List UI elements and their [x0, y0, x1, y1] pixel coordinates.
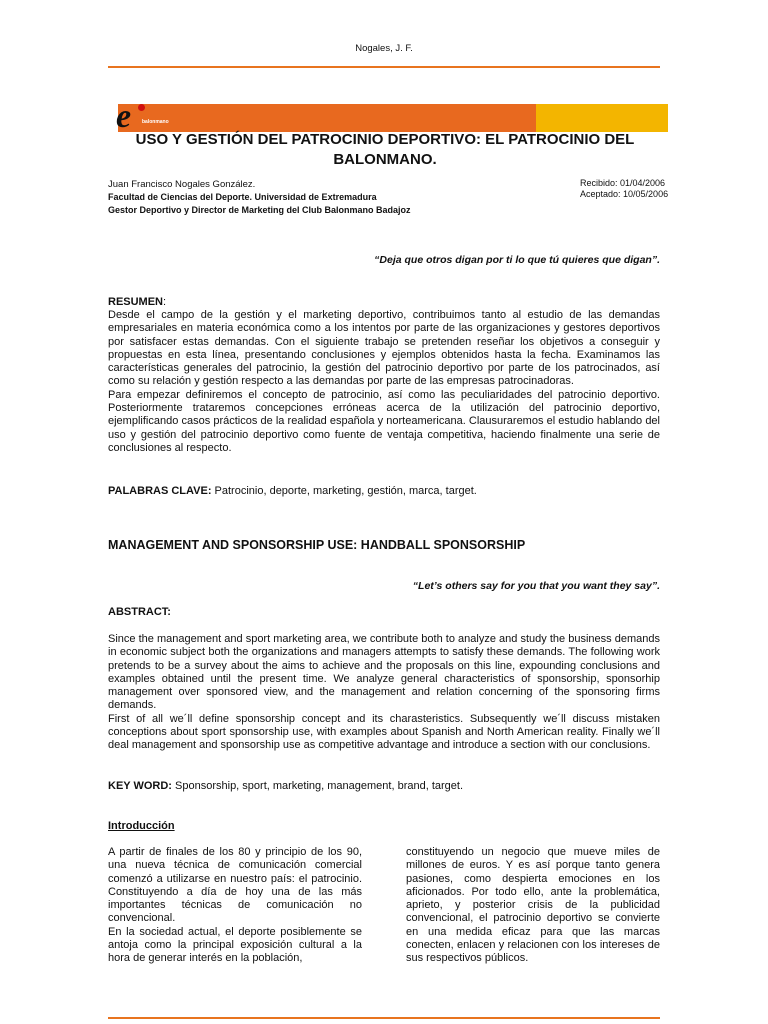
author-affiliation-1: Facultad de Ciencias del Deporte. Universidad de Extremadura	[108, 192, 377, 202]
author-name: Juan Francisco Nogales González.	[108, 179, 256, 190]
paper-title: USO Y GESTIÓN DEL PATROCINIO DEPORTIVO: EL PATROCINIO DEL BALONMANO.	[135, 131, 635, 168]
logo-letter: e	[116, 98, 132, 135]
journal-banner	[118, 104, 668, 132]
resumen-heading: RESUMEN:	[108, 296, 167, 308]
abstract-paragraph-1: Since the management and sport marketing area, we contribute both to analyze and study the business demands in economic subject both the organizations and managers attempts to satisfy these demands. The following work pretends to be a survey about the aims to achieve and the proposals on this line, expounding conclusions and examples obtained until the present time. We analyze general characteristics of sponsorship, sponsorhip management over sponsored view, and the management and relation concerning of the sponsoring firms demands.	[108, 633, 660, 712]
intro-paragraph-2: En la sociedad actual, el deporte posiblemente se antoja como la principal exposición cultural a la hora de generar interés en la población,	[108, 925, 362, 965]
key-word-label: KEY WORD:	[108, 780, 172, 792]
intro-paragraph-1: A partir de finales de los 80 y principio de los 90, una nueva técnica de comunicación comercial comenzó a utilizarse en nuestro país: el patrocinio. Constituyendo a día de hoy una de las más importantes técnicas de comunicación no convencional.	[108, 846, 362, 925]
running-head: Nogales, J. F.	[355, 43, 413, 54]
author-block	[108, 178, 411, 217]
key-word	[108, 780, 463, 792]
resumen-text	[108, 309, 660, 455]
english-title: MANAGEMENT AND SPONSORSHIP USE: HANDBALL SPONSORSHIP	[108, 538, 526, 552]
introduccion-heading: Introducción	[108, 820, 175, 832]
banner-orange-block	[118, 104, 536, 132]
epigraph-en: “Let’s others say for you that you want they say”.	[412, 580, 660, 592]
header-rule	[108, 66, 660, 68]
accepted-date: Aceptado: 10/05/2006	[580, 189, 669, 199]
logo-dot-icon	[138, 104, 145, 111]
intro-column-left	[108, 846, 362, 966]
palabras-clave-label: PALABRAS CLAVE:	[108, 485, 212, 497]
footer-rule	[108, 1017, 660, 1019]
resumen-paragraph-1: Desde el campo de la gestión y el marketing deportivo, contribuimos tanto al estudio de las demandas empresariales en materia económica como a los intentos por parte de las organizaciones y gestores deportivos por satisfacer estas demandas. Con el siguiente trabajo se pretenden reseñar los objetivos a conseguir y propuestas en esta línea, presentando conclusiones y ejemplos obtenidos hasta la fecha. Examinamos las características generales del patrocinio, la gestión del patrocinio deportivo por parte de los patrocinados, así como su relación y gestión respecto a las demandas por parte de las empresas patrocinadoras.	[108, 309, 660, 388]
abstract-text	[108, 633, 660, 753]
epigraph-es: “Deja que otros digan por ti lo que tú quieres que digan”.	[374, 254, 660, 266]
logo-text: balonmano	[142, 119, 169, 125]
abstract-paragraph-2: First of all we´ll define sponsorship concept and its charasteristics. Subsequently we´ll discuss mistaken conceptions about sport sponsorship use, with examples about Spanish and North American reality. Finally we´ll deal management and sponsorship use as competitive advantage and introduce a section with our conclusions.	[108, 712, 660, 752]
intro-paragraph-3: constituyendo un negocio que mueve miles de millones de euros. Y es así porque tanto genera pasiones, como despierta emociones en los aficionados. Por todo ello, ante la problemática, aprieto, y posterior crisis de la publicidad convencional, el patrocinio deportivo se convierte en una medida eficaz para que las marcas conecten, enlacen y relacionen con los intereses de sus respectivos públicos.	[406, 846, 660, 965]
journal-logo	[116, 98, 176, 135]
abstract-heading: ABSTRACT:	[108, 606, 171, 618]
intro-column-right	[406, 846, 660, 966]
palabras-clave-value: Patrocinio, deporte, marketing, gestión, marca, target.	[214, 485, 477, 497]
palabras-clave	[108, 485, 477, 497]
author-affiliation-2: Gestor Deportivo y Director de Marketing del Club Balonmano Badajoz	[108, 205, 411, 215]
banner-yellow-block	[536, 104, 668, 132]
dates-block	[580, 178, 668, 200]
key-word-value: Sponsorship, sport, marketing, management, brand, target.	[175, 780, 464, 792]
resumen-paragraph-2: Para empezar definiremos el concepto de patrocinio, así como las peculiaridades del patrocinio deportivo. Posteriormente trataremos concepciones erróneas acerca de la utilización del patrocinio deportivo, ejemplificando casos prácticos de la realidad española y norteamericana. Clausuraremos el estudio hablando del uso y gestión del patrocinio deportivo como fuente de ventaja competitiva, haciendo finalmente una serie de conclusiones al respecto.	[108, 388, 660, 454]
received-date: Recibido: 01/04/2006	[580, 178, 666, 188]
